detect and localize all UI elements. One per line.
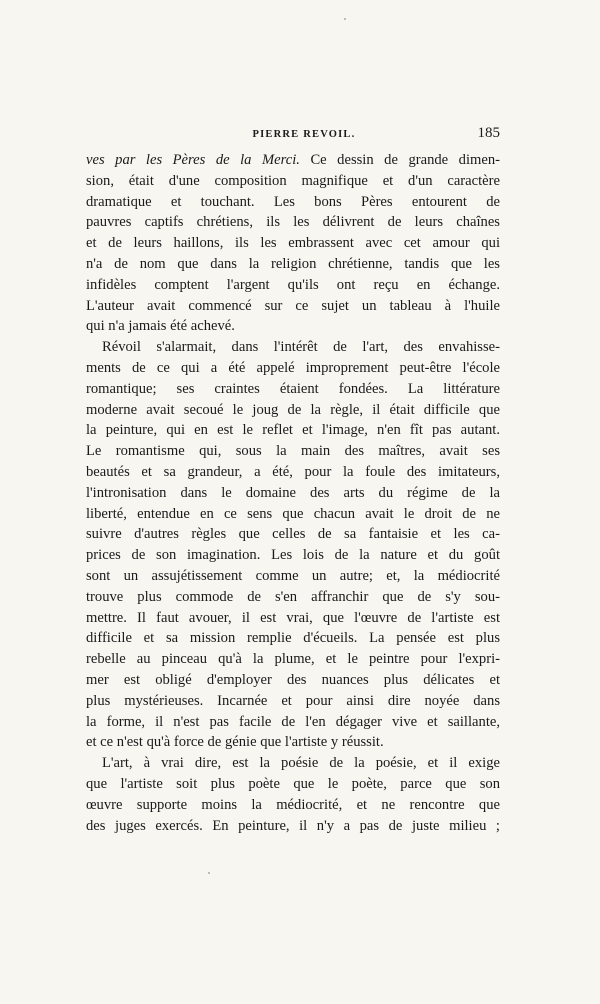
text-line: n'a de nom que dans la religion chrétienne, tandis que les <box>86 255 500 272</box>
text-line: que l'artiste soit plus poète que le poète, parce que son <box>86 775 500 792</box>
text-line: L'art, à vrai dire, est la poésie de la poésie, et il exige <box>102 755 500 772</box>
body-text <box>86 150 500 836</box>
text-line: œuvre supporte moins la médiocrité, et ne rencontre que <box>86 796 500 813</box>
text-line: mettre. Il faut avouer, il est vrai, que l'œuvre de l'artiste est <box>86 609 500 626</box>
text-line: l'intronisation dans le domaine des arts du régime de la <box>86 484 500 501</box>
text-line: sion, était d'une composition magnifique et d'un caractère <box>86 172 500 189</box>
text-line: trouve plus commode de s'en affranchir que de s'y sou- <box>86 588 500 605</box>
text-line: prices de son imagination. Les lois de la nature et du goût <box>86 547 500 564</box>
text-line: moderne avait secoué le joug de la règle, il était difficile que <box>86 401 500 418</box>
paper-speck <box>208 872 210 874</box>
text-line: beautés et sa grandeur, a été, pour la foule des imitateurs, <box>86 463 500 480</box>
text-line: et ce n'est qu'à force de génie que l'artiste y réussit. <box>86 734 384 751</box>
text-line: Le romantisme qui, sous la main des maîtres, avait ses <box>86 443 500 460</box>
text-line: mer est obligé d'employer des nuances plus délicates et <box>86 671 500 688</box>
italic-title: ves par les Pères de la Merci. <box>86 152 300 168</box>
text-line: dramatique et touchant. Les bons Pères entourent de <box>86 193 500 210</box>
text-line: la forme, il n'est pas facile de l'en dégager vive et saillante, <box>86 713 500 730</box>
text-line <box>86 150 500 171</box>
text-line: liberté, entendue en ce sens que chacun avait le droit de ne <box>86 505 500 522</box>
text-line: la peinture, qui en est le reflet et l'image, n'en fît pas autant. <box>86 422 500 439</box>
text-line: infidèles comptent l'argent qu'ils ont reçu en échange. <box>86 276 500 293</box>
text-fragment: Ce dessin de grande dimen- <box>299 152 500 168</box>
text-line: plus mystérieuses. Incarnée et pour ainsi dire noyée dans <box>86 692 500 709</box>
text-line: rebelle au pinceau qu'à la plume, et le peintre pour l'expri- <box>86 651 500 668</box>
text-line: suivre d'autres règles que celles de sa fantaisie et les ca- <box>86 526 500 543</box>
text-line: romantique; ses craintes étaient fondées. La littérature <box>86 380 500 397</box>
text-line: sont un assujétissement comme un autre; et, la médiocrité <box>86 567 500 584</box>
text-line: qui n'a jamais été achevé. <box>86 318 235 335</box>
page-header <box>108 125 500 147</box>
running-title: PIERRE REVOIL. <box>252 129 356 140</box>
text-line: et de leurs haillons, ils les embrassent avec cet amour qui <box>86 235 500 252</box>
text-line: ments de ce qui a été appelé improprement peut-être l'école <box>86 359 500 376</box>
text-line: difficile et sa mission remplie d'écueils. La pensée est plus <box>86 630 500 647</box>
text-line: pauvres captifs chrétiens, ils les délivrent de leurs chaînes <box>86 214 500 231</box>
paper-speck <box>344 18 346 20</box>
text-line: L'auteur avait commencé sur ce sujet un tableau à l'huile <box>86 297 500 314</box>
text-line: des juges exercés. En peinture, il n'y a pas de juste milieu ; <box>86 817 500 834</box>
text-line: Révoil s'alarmait, dans l'intérêt de l'art, des envahisse- <box>102 339 500 356</box>
page-number: 185 <box>477 125 500 141</box>
